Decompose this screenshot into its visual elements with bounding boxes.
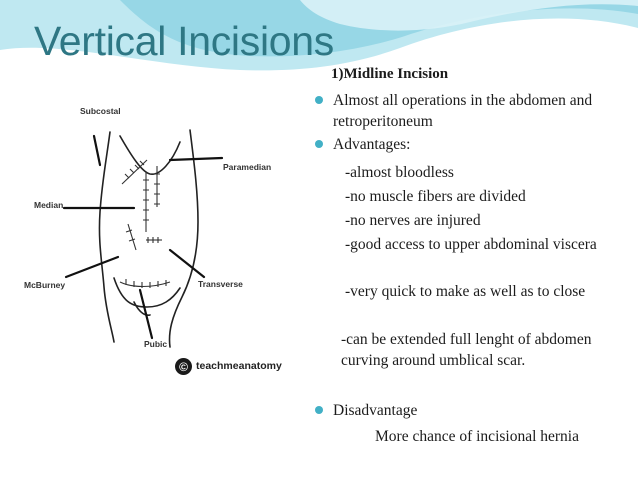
subcostal-pointer bbox=[94, 136, 100, 165]
label-subcostal: Subcostal bbox=[80, 106, 121, 116]
copyright-icon: © bbox=[175, 358, 192, 375]
torso-left-edge bbox=[99, 132, 114, 342]
advantage-item: -no nerves are injured bbox=[345, 212, 481, 229]
label-paramedian: Paramedian bbox=[223, 162, 272, 172]
bullet-dot-icon bbox=[315, 140, 323, 148]
pubic-pointer bbox=[140, 290, 152, 338]
brand-name: teachmeanatomy bbox=[196, 360, 282, 372]
bullet-text: Almost all operations in the abdomen and retroperitoneum bbox=[333, 92, 593, 130]
advantage-item: -can be extended full lenght of abdomen curving around umblical scar. bbox=[341, 331, 592, 369]
bullet-text: Disadvantage bbox=[333, 402, 418, 419]
advantage-item: -very quick to make as well as to close bbox=[345, 283, 586, 300]
bullet-dot-icon bbox=[315, 406, 323, 414]
bullet-item bbox=[313, 134, 613, 155]
label-mcburney: McBurney bbox=[24, 280, 66, 290]
paramedian-pointer bbox=[170, 158, 222, 160]
advantage-item: -good access to upper abdominal viscera bbox=[345, 236, 597, 253]
label-median: Median bbox=[34, 200, 64, 210]
slide-title: Vertical Incisions bbox=[34, 18, 334, 64]
pubic-curve bbox=[134, 302, 150, 315]
teachmeanatomy-logo bbox=[175, 358, 282, 375]
section-heading: 1)Midline Incision bbox=[331, 66, 449, 82]
mcburney-pointer bbox=[66, 257, 118, 277]
incision-diagram bbox=[22, 102, 304, 385]
advantage-item: -almost bloodless bbox=[345, 164, 454, 181]
advantage-item: -no muscle fibers are divided bbox=[345, 188, 526, 205]
bullet-dot-icon bbox=[315, 96, 323, 104]
torso-right-edge bbox=[170, 130, 199, 347]
costal-margin bbox=[120, 136, 180, 174]
bullet-text: Advantages: bbox=[333, 136, 411, 153]
bullet-item bbox=[313, 400, 613, 421]
disadvantage-text: More chance of incisional hernia bbox=[375, 428, 579, 445]
transverse-pointer bbox=[170, 250, 204, 277]
bullet-item bbox=[313, 90, 613, 132]
label-pubic: Pubic bbox=[144, 339, 168, 349]
label-transverse: Transverse bbox=[198, 279, 243, 289]
